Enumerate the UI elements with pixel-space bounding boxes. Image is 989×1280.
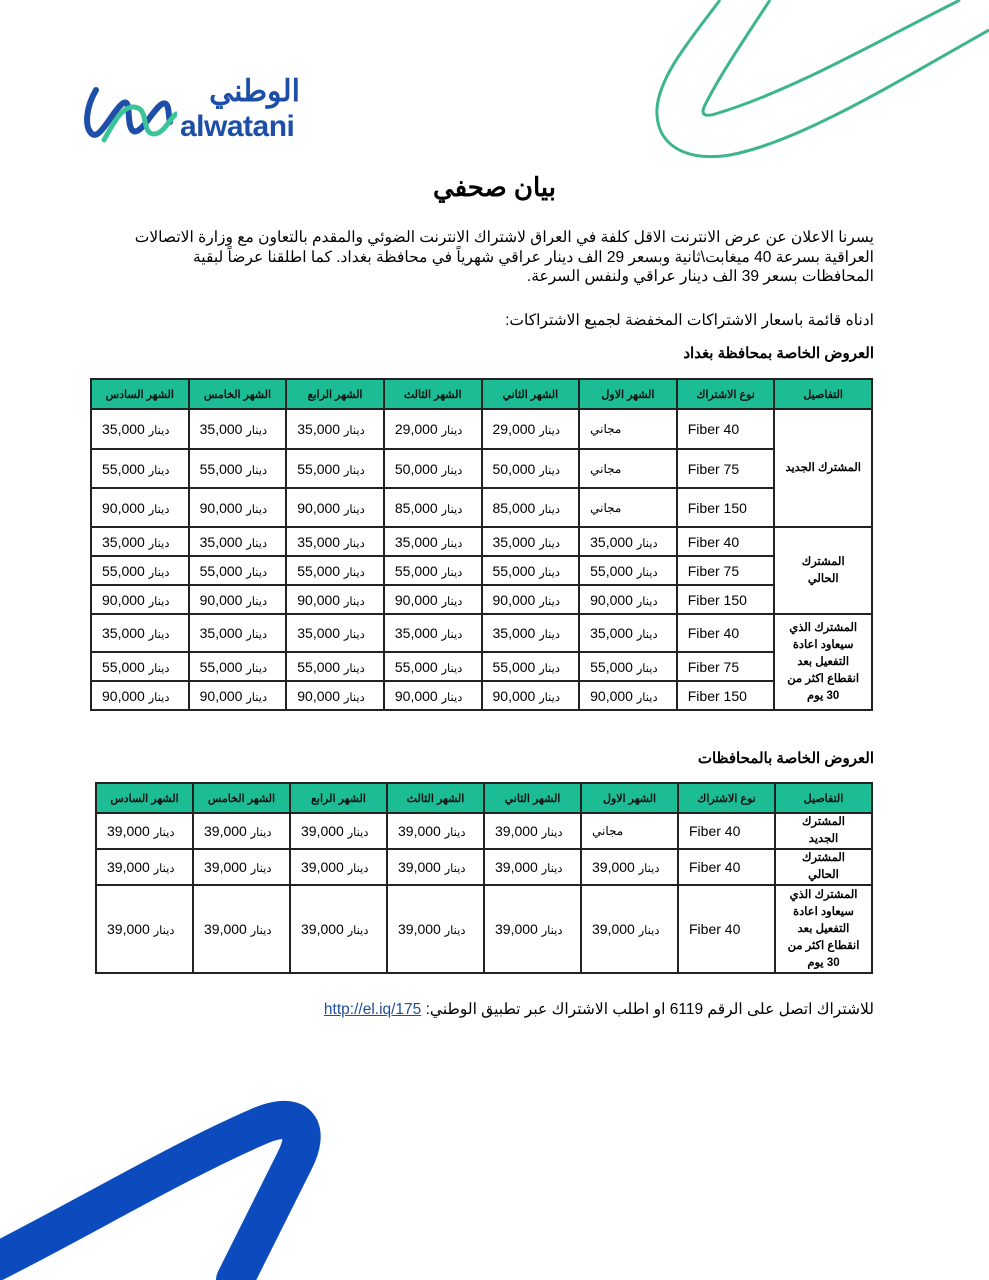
price-cell xyxy=(286,585,384,614)
price-cell xyxy=(189,449,287,488)
price-cell xyxy=(482,409,580,449)
currency-label: دينار xyxy=(148,425,170,437)
column-header: الشهر الثاني xyxy=(484,783,581,813)
currency-label: دينار xyxy=(148,503,170,516)
price-cell xyxy=(581,849,678,885)
page-title: بيان صحفي xyxy=(432,172,556,202)
currency-label: دينار xyxy=(153,827,175,839)
price-cell xyxy=(482,527,580,556)
contact-line xyxy=(118,1000,874,1019)
price-amount: 35,000 xyxy=(102,421,145,437)
currency-label: دينار xyxy=(441,691,463,704)
price-cell xyxy=(91,409,189,449)
price-cell xyxy=(387,849,484,885)
column-header: التفاصيل xyxy=(775,783,872,813)
free-price-cell: مجاني xyxy=(581,813,678,849)
price-cell xyxy=(189,527,287,556)
price-cell xyxy=(189,556,287,585)
logo-english-name: alwatani xyxy=(180,110,295,143)
free-price-cell: مجاني xyxy=(579,449,677,488)
column-header: الشهر الخامس xyxy=(189,379,287,409)
currency-label: دينار xyxy=(246,537,268,550)
price-cell xyxy=(384,449,482,488)
price-cell xyxy=(290,885,387,973)
price-cell xyxy=(484,849,581,885)
price-cell xyxy=(579,614,677,652)
currency-label: دينار xyxy=(246,566,268,579)
price-cell xyxy=(193,849,290,885)
subscriber-type-cell: المشترك الجديد xyxy=(775,813,872,849)
price-amount: 39,000 xyxy=(398,823,441,839)
price-amount: 55,000 xyxy=(199,658,243,675)
price-cell xyxy=(482,681,580,710)
currency-label: دينار xyxy=(638,925,660,937)
free-price-cell: مجاني xyxy=(579,409,677,449)
price-amount: 35,000 xyxy=(590,533,633,550)
price-cell xyxy=(387,885,484,973)
price-cell xyxy=(384,556,482,585)
currency-label: دينار xyxy=(636,566,658,579)
currency-label: دينار xyxy=(541,925,563,937)
price-amount: 55,000 xyxy=(492,658,536,675)
price-cell xyxy=(189,409,287,449)
plan-cell: Fiber 40 xyxy=(677,614,775,652)
currency-label: دينار xyxy=(148,691,170,704)
currency-label: دينار xyxy=(444,827,466,839)
currency-label: دينار xyxy=(444,863,466,875)
currency-label: دينار xyxy=(343,691,365,704)
price-amount: 35,000 xyxy=(590,625,633,641)
price-cell xyxy=(91,449,189,488)
currency-label: دينار xyxy=(153,925,175,937)
provinces-heading: العروض الخاصة بالمحافظات xyxy=(697,750,874,767)
price-amount: 39,000 xyxy=(204,859,247,875)
price-cell xyxy=(189,614,287,652)
price-amount: 90,000 xyxy=(199,499,243,516)
table-row xyxy=(91,409,872,449)
price-amount: 85,000 xyxy=(394,499,438,516)
plan-cell: Fiber 40 xyxy=(677,409,775,449)
column-header: الشهر السادس xyxy=(91,379,189,409)
price-cell xyxy=(384,585,482,614)
price-cell xyxy=(482,585,580,614)
price-cell xyxy=(384,527,482,556)
currency-label: دينار xyxy=(148,595,170,608)
price-cell xyxy=(290,849,387,885)
currency-label: دينار xyxy=(343,662,365,675)
price-amount: 39,000 xyxy=(592,921,635,937)
plan-cell: Fiber 40 xyxy=(678,813,775,849)
currency-label: دينار xyxy=(636,537,658,550)
currency-label: دينار xyxy=(246,595,268,608)
price-cell xyxy=(482,449,580,488)
contact-text: للاشتراك اتصل على الرقم 6119 او اطلب الاشتراك عبر تطبيق الوطني: xyxy=(421,1001,874,1018)
currency-label: دينار xyxy=(539,503,560,516)
price-amount: 90,000 xyxy=(492,687,536,704)
currency-label: دينار xyxy=(539,662,560,675)
price-cell xyxy=(193,813,290,849)
price-amount: 39,000 xyxy=(301,823,344,839)
column-header: الشهر السادس xyxy=(96,783,193,813)
currency-label: دينار xyxy=(246,425,268,437)
column-header: الشهر الثالث xyxy=(384,379,482,409)
currency-label: دينار xyxy=(246,691,268,704)
table-row xyxy=(91,652,872,681)
price-amount: 55,000 xyxy=(492,562,536,579)
currency-label: دينار xyxy=(441,503,463,516)
price-amount: 39,000 xyxy=(495,921,538,937)
price-cell xyxy=(482,614,580,652)
table-row xyxy=(91,681,872,710)
currency-label: دينار xyxy=(541,827,563,839)
price-cell xyxy=(189,488,287,527)
price-cell xyxy=(96,813,193,849)
price-amount: 90,000 xyxy=(590,687,633,704)
price-amount: 35,000 xyxy=(297,421,341,437)
table-row xyxy=(91,449,872,488)
price-amount: 55,000 xyxy=(394,658,438,675)
price-amount: 35,000 xyxy=(102,533,145,550)
price-amount: 39,000 xyxy=(398,921,441,937)
currency-label: دينار xyxy=(246,464,268,477)
currency-label: دينار xyxy=(539,425,560,437)
table-row xyxy=(91,585,872,614)
plan-cell: Fiber 150 xyxy=(677,488,775,527)
price-cell xyxy=(91,614,189,652)
price-amount: 55,000 xyxy=(297,562,341,579)
price-cell xyxy=(91,585,189,614)
price-cell xyxy=(387,813,484,849)
price-cell xyxy=(91,652,189,681)
plan-cell: Fiber 40 xyxy=(678,885,775,973)
price-amount: 55,000 xyxy=(297,460,341,477)
price-cell xyxy=(286,409,384,449)
currency-label: دينار xyxy=(539,629,560,641)
column-header: الشهر الرابع xyxy=(290,783,387,813)
price-amount: 90,000 xyxy=(590,591,633,608)
price-cell xyxy=(484,813,581,849)
price-amount: 55,000 xyxy=(590,562,633,579)
subscribe-link[interactable]: http://el.iq/175 xyxy=(323,1001,422,1018)
price-amount: 39,000 xyxy=(592,859,635,875)
currency-label: دينار xyxy=(343,595,365,608)
price-cell xyxy=(91,527,189,556)
column-header: التفاصيل xyxy=(774,379,872,409)
price-amount: 39,000 xyxy=(204,921,247,937)
subscriber-type-cell: المشترك الجديد xyxy=(774,409,872,527)
price-cell xyxy=(189,681,287,710)
price-cell xyxy=(384,652,482,681)
table-row xyxy=(91,614,872,652)
price-cell xyxy=(484,885,581,973)
free-price-cell: مجاني xyxy=(579,488,677,527)
currency-label: دينار xyxy=(148,662,170,675)
price-amount: 85,000 xyxy=(492,499,536,516)
plan-cell: Fiber 40 xyxy=(678,849,775,885)
currency-label: دينار xyxy=(153,863,175,875)
plan-cell: Fiber 150 xyxy=(677,585,775,614)
currency-label: دينار xyxy=(347,925,369,937)
currency-label: دينار xyxy=(441,595,463,608)
price-amount: 35,000 xyxy=(297,625,341,641)
price-amount: 50,000 xyxy=(492,460,536,477)
price-cell xyxy=(290,813,387,849)
column-header: الشهر الرابع xyxy=(286,379,384,409)
plan-cell: Fiber 150 xyxy=(677,681,775,710)
plan-cell: Fiber 75 xyxy=(677,556,775,585)
provinces-header-row xyxy=(96,783,872,813)
price-cell xyxy=(482,652,580,681)
announcement-paragraph: يسرنا الاعلان عن عرض الانترنت الاقل كلفة في العراق لاشتراك الانترنت الضوئي والمقدم بالتعاون مع وزارة الاتصالات العراقية بسرعة 40 ميغابت\ثانية وبسعر 29 الف دينار عراقي شهرياً في محافظة بغداد. كما اطلقنا عرضاً لبقية المحافظات بسعر 39 الف دينار عراقي ولنفس السرعة. xyxy=(134,229,874,285)
price-cell xyxy=(482,488,580,527)
currency-label: دينار xyxy=(441,425,463,437)
currency-label: دينار xyxy=(343,425,365,437)
price-amount: 39,000 xyxy=(107,859,150,875)
plan-cell: Fiber 75 xyxy=(677,652,775,681)
currency-label: دينار xyxy=(347,827,369,839)
table-row xyxy=(91,527,872,556)
currency-label: دينار xyxy=(250,827,272,839)
currency-label: دينار xyxy=(148,629,170,641)
price-amount: 90,000 xyxy=(492,591,536,608)
price-amount: 55,000 xyxy=(102,562,145,579)
logo-arabic-name: الوطني xyxy=(209,75,300,108)
price-cell xyxy=(384,409,482,449)
currency-label: دينار xyxy=(148,566,170,579)
currency-label: دينار xyxy=(441,629,463,641)
price-amount: 90,000 xyxy=(102,591,145,608)
currency-label: دينار xyxy=(250,925,272,937)
currency-label: دينار xyxy=(347,863,369,875)
price-amount: 39,000 xyxy=(107,823,150,839)
currency-label: دينار xyxy=(343,464,365,477)
price-amount: 35,000 xyxy=(492,625,536,641)
subscriber-type-cell: المشترك الذي سيعاود اعادة التفعيل بعد انقطاع اكثر من 30 يوم xyxy=(774,614,872,710)
price-amount: 39,000 xyxy=(398,859,441,875)
currency-label: دينار xyxy=(539,566,560,579)
column-header: الشهر الاول xyxy=(579,379,677,409)
price-amount: 39,000 xyxy=(204,823,247,839)
price-cell xyxy=(579,652,677,681)
price-cell xyxy=(579,556,677,585)
currency-label: دينار xyxy=(636,662,658,675)
price-amount: 35,000 xyxy=(199,625,243,641)
price-amount: 90,000 xyxy=(102,499,145,516)
price-amount: 29,000 xyxy=(394,421,438,437)
subscriber-type-cell: المشترك الحالي xyxy=(774,527,872,614)
baghdad-header-row xyxy=(91,379,872,409)
currency-label: دينار xyxy=(636,629,658,641)
price-amount: 55,000 xyxy=(297,658,341,675)
plan-cell: Fiber 75 xyxy=(677,449,775,488)
price-cell xyxy=(91,488,189,527)
alwatani-logo xyxy=(82,75,302,148)
intro-line: ادناه قائمة باسعار الاشتراكات المخفضة لجميع الاشتراكات: xyxy=(505,312,874,329)
price-cell xyxy=(581,885,678,973)
price-cell xyxy=(579,585,677,614)
currency-label: دينار xyxy=(539,537,560,550)
currency-label: دينار xyxy=(148,464,170,477)
price-cell xyxy=(286,527,384,556)
price-amount: 35,000 xyxy=(199,533,243,550)
currency-label: دينار xyxy=(250,863,272,875)
currency-label: دينار xyxy=(539,595,560,608)
price-amount: 39,000 xyxy=(495,859,538,875)
price-cell xyxy=(286,681,384,710)
price-amount: 55,000 xyxy=(199,460,243,477)
price-amount: 39,000 xyxy=(301,859,344,875)
currency-label: دينار xyxy=(636,691,658,704)
baghdad-price-table xyxy=(90,378,873,711)
price-amount: 39,000 xyxy=(107,921,150,937)
price-cell xyxy=(384,488,482,527)
price-amount: 39,000 xyxy=(495,823,538,839)
price-amount: 35,000 xyxy=(394,625,438,641)
price-amount: 35,000 xyxy=(297,533,341,550)
price-cell xyxy=(286,449,384,488)
currency-label: دينار xyxy=(246,503,268,516)
table-row xyxy=(91,556,872,585)
currency-label: دينار xyxy=(541,863,563,875)
price-amount: 29,000 xyxy=(492,421,536,437)
price-amount: 55,000 xyxy=(102,658,145,675)
price-amount: 35,000 xyxy=(492,533,536,550)
price-cell xyxy=(579,681,677,710)
price-amount: 90,000 xyxy=(297,687,341,704)
price-cell xyxy=(91,556,189,585)
price-cell xyxy=(286,488,384,527)
currency-label: دينار xyxy=(441,537,463,550)
currency-label: دينار xyxy=(148,537,170,550)
currency-label: دينار xyxy=(343,503,365,516)
table-row xyxy=(96,885,872,973)
price-amount: 55,000 xyxy=(199,562,243,579)
price-cell xyxy=(286,556,384,585)
table-row xyxy=(91,488,872,527)
currency-label: دينار xyxy=(343,537,365,550)
currency-label: دينار xyxy=(246,629,268,641)
price-amount: 90,000 xyxy=(394,591,438,608)
currency-label: دينار xyxy=(636,595,658,608)
price-amount: 35,000 xyxy=(199,421,243,437)
price-cell xyxy=(384,614,482,652)
price-amount: 50,000 xyxy=(394,460,438,477)
price-cell xyxy=(189,652,287,681)
currency-label: دينار xyxy=(441,464,463,477)
table-row xyxy=(96,849,872,885)
currency-label: دينار xyxy=(246,662,268,675)
currency-label: دينار xyxy=(343,629,365,641)
column-header: الشهر الثاني xyxy=(482,379,580,409)
price-amount: 39,000 xyxy=(301,921,344,937)
subscriber-type-cell: المشترك الذي سيعاود اعادة التفعيل بعد انقطاع اكثر من 30 يوم xyxy=(775,885,872,973)
price-cell xyxy=(286,614,384,652)
column-header: الشهر الاول xyxy=(581,783,678,813)
column-header: نوع الاشتراك xyxy=(678,783,775,813)
price-cell xyxy=(96,885,193,973)
price-cell xyxy=(384,681,482,710)
price-amount: 90,000 xyxy=(199,687,243,704)
currency-label: دينار xyxy=(441,566,463,579)
price-amount: 90,000 xyxy=(102,687,145,704)
price-cell xyxy=(193,885,290,973)
provinces-price-table xyxy=(95,782,873,974)
price-cell xyxy=(96,849,193,885)
baghdad-heading: العروض الخاصة بمحافظة بغداد xyxy=(683,345,874,362)
subscriber-type-cell: المشترك الحالي xyxy=(775,849,872,885)
price-amount: 35,000 xyxy=(102,625,145,641)
price-cell xyxy=(189,585,287,614)
column-header: نوع الاشتراك xyxy=(677,379,775,409)
price-cell xyxy=(91,681,189,710)
price-amount: 90,000 xyxy=(394,687,438,704)
logo-wave-icon xyxy=(82,82,177,148)
currency-label: دينار xyxy=(638,863,660,875)
table-row xyxy=(96,813,872,849)
price-amount: 90,000 xyxy=(297,591,341,608)
currency-label: دينار xyxy=(343,566,365,579)
price-amount: 35,000 xyxy=(394,533,438,550)
currency-label: دينار xyxy=(441,662,463,675)
price-amount: 90,000 xyxy=(199,591,243,608)
currency-label: دينار xyxy=(444,925,466,937)
price-cell xyxy=(482,556,580,585)
column-header: الشهر الثالث xyxy=(387,783,484,813)
currency-label: دينار xyxy=(539,691,560,704)
price-cell xyxy=(286,652,384,681)
price-amount: 55,000 xyxy=(394,562,438,579)
currency-label: دينار xyxy=(539,464,560,477)
price-amount: 55,000 xyxy=(102,460,145,477)
price-cell xyxy=(579,527,677,556)
price-amount: 55,000 xyxy=(590,658,633,675)
column-header: الشهر الخامس xyxy=(193,783,290,813)
price-amount: 90,000 xyxy=(297,499,341,516)
plan-cell: Fiber 40 xyxy=(677,527,775,556)
